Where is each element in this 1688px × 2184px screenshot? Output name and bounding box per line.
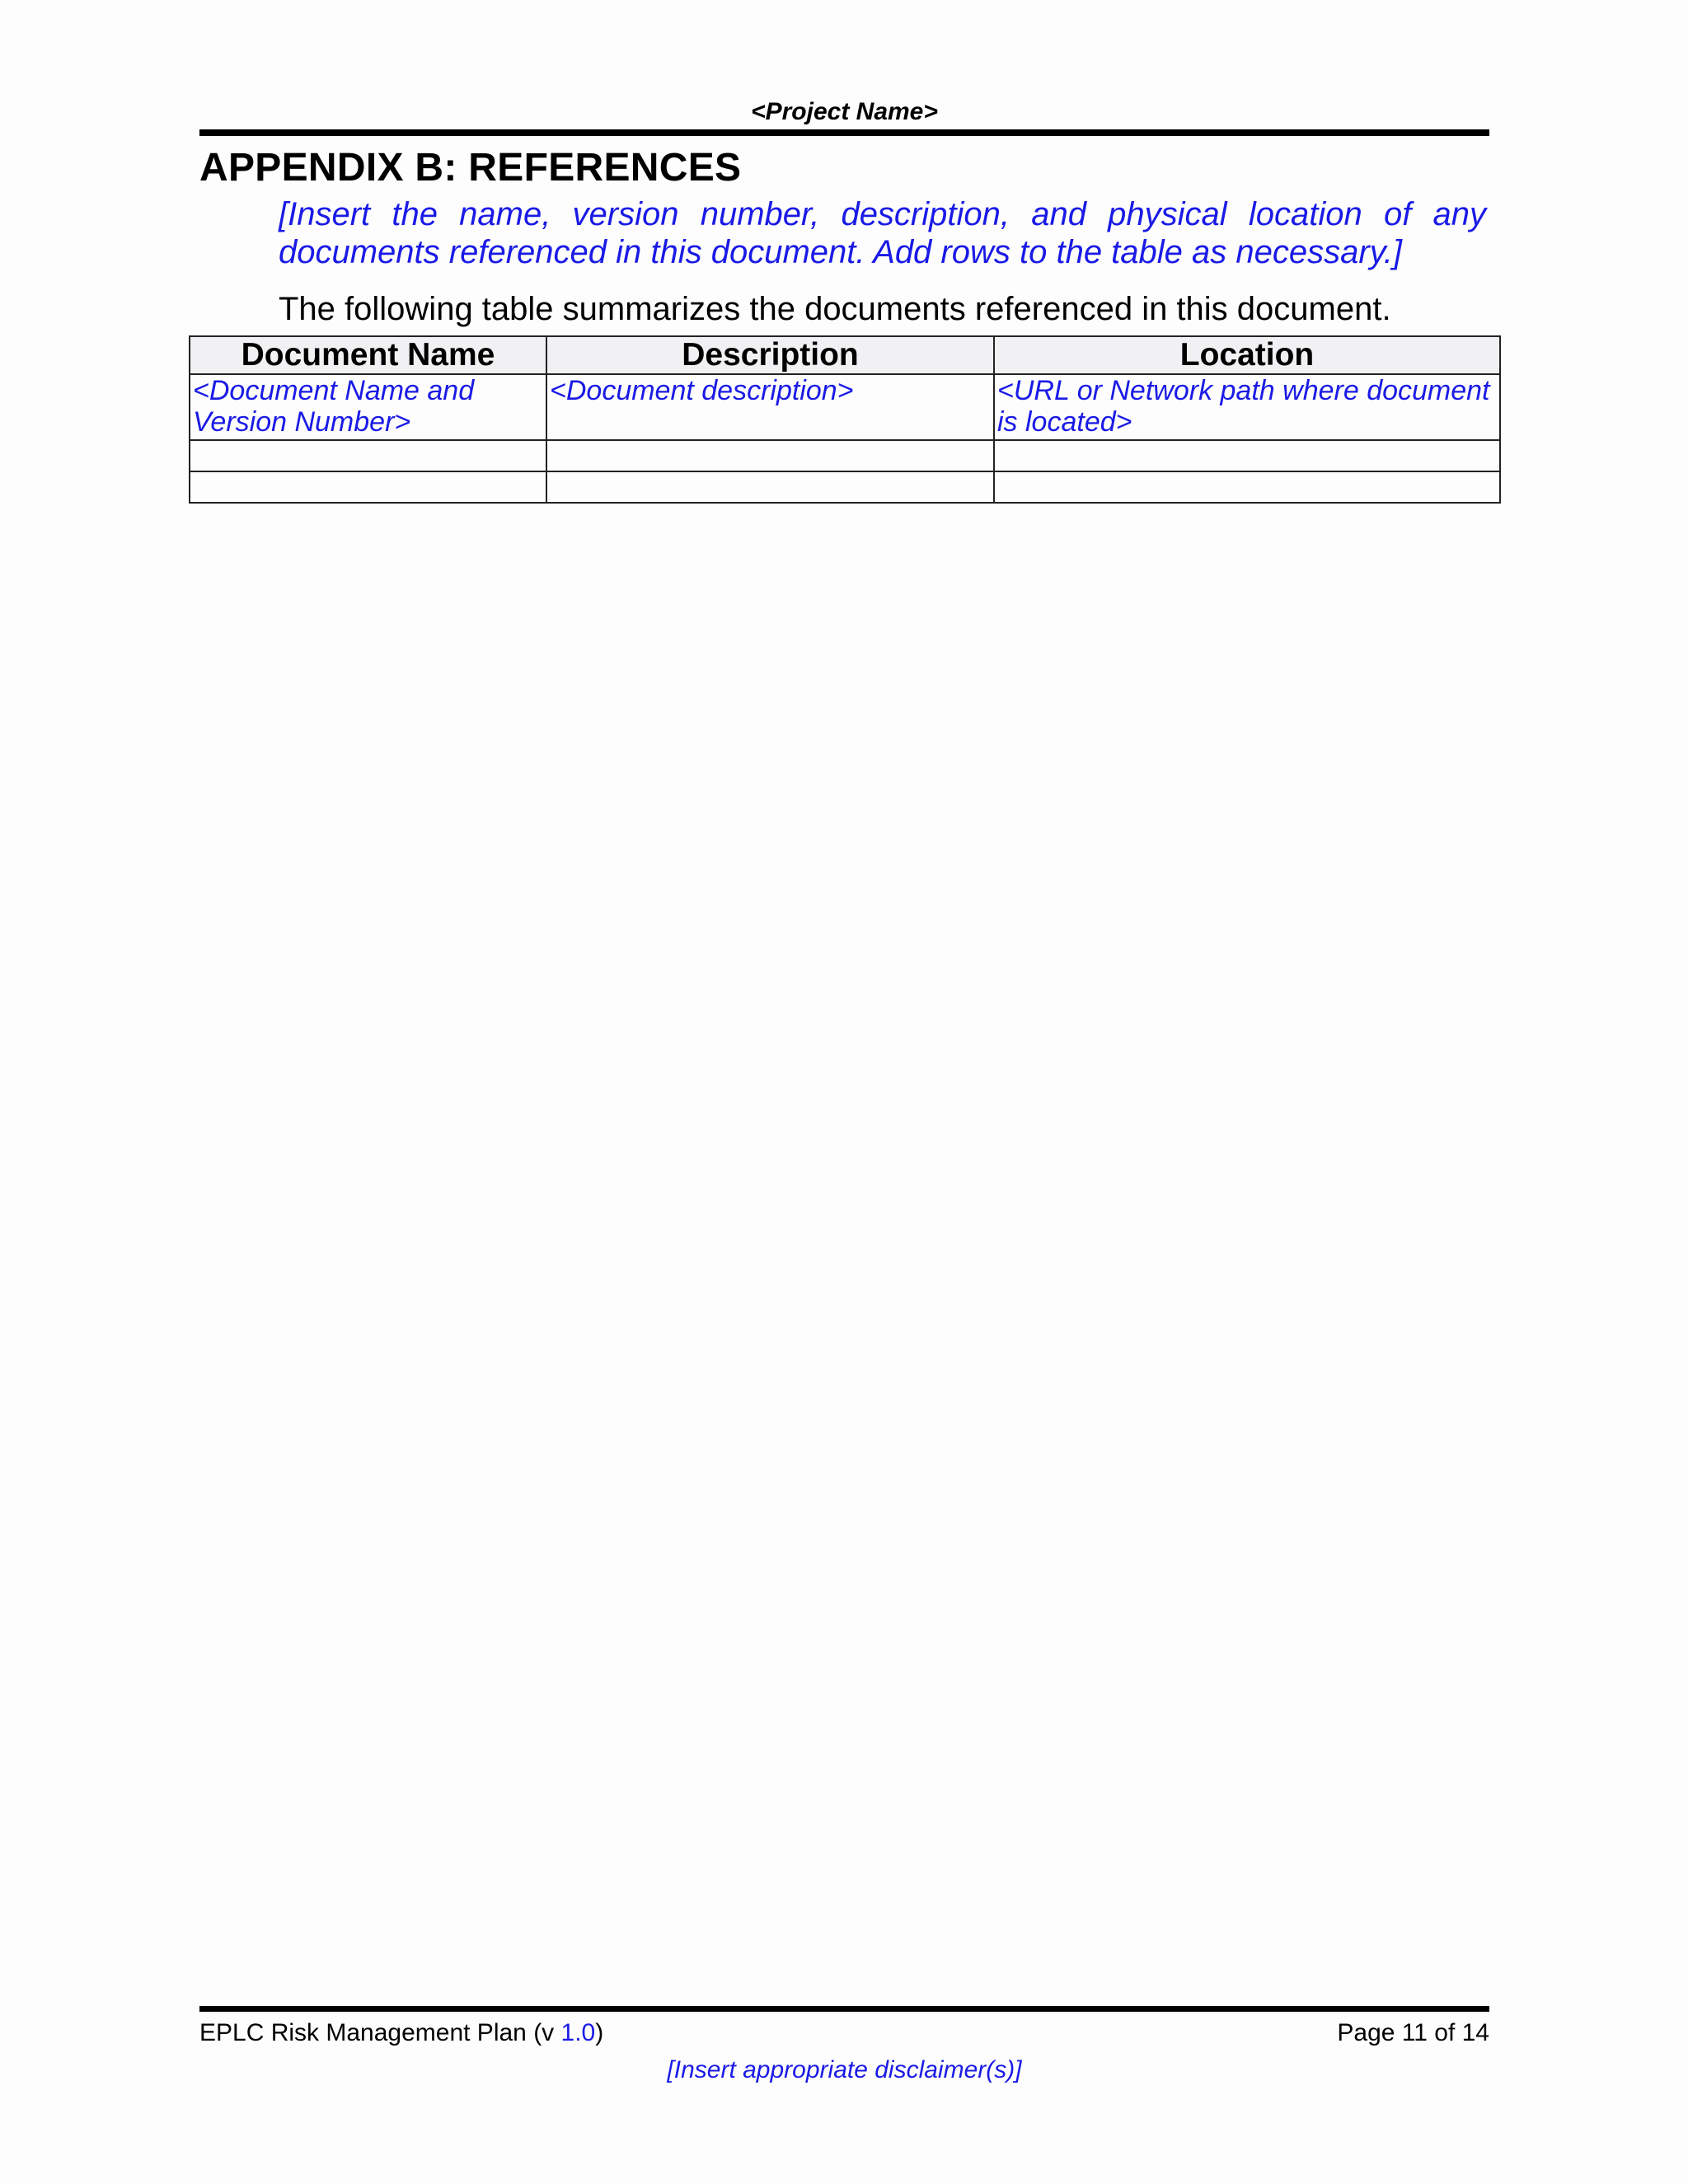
header-rule [199,129,1489,136]
column-header-location: Location [994,336,1500,374]
section-heading: APPENDIX B: REFERENCES [199,146,742,190]
footer-version: 1.0 [560,2019,596,2046]
cell-document-name [190,440,546,471]
footer-disclaimer: [Insert appropriate disclaimer(s)] [667,2056,1022,2083]
footer-title-prefix: EPLC Risk Management Plan (v [199,2019,561,2046]
table-row [190,374,1500,440]
column-header-document-name: Document Name [190,336,546,374]
cell-document-name: <Document Name and Version Number> [190,374,546,440]
cell-location [994,471,1500,503]
cell-description [546,471,994,503]
footer-rule [199,2006,1489,2012]
column-header-description: Description [546,336,994,374]
table-header-row [190,336,1500,374]
intro-paragraph: The following table summarizes the documents referenced in this document. [279,291,1391,327]
cell-description [546,440,994,471]
footer-page-number: Page 11 of 14 [1337,2019,1489,2046]
footer-document-title [199,2018,603,2048]
table-row [190,471,1500,503]
cell-location [994,440,1500,471]
cell-description: <Document description> [546,374,994,440]
running-header-project-name: <Project Name> [751,98,938,125]
references-table [189,335,1501,504]
instruction-text: [Insert the name, version number, description, and physical location of any documents referenced in this document. Add rows to the table as necessary.] [279,196,1486,270]
cell-document-name [190,471,546,503]
footer-title-suffix: ) [595,2019,604,2046]
table-row [190,440,1500,471]
cell-location: <URL or Network path where document is located> [994,374,1500,440]
